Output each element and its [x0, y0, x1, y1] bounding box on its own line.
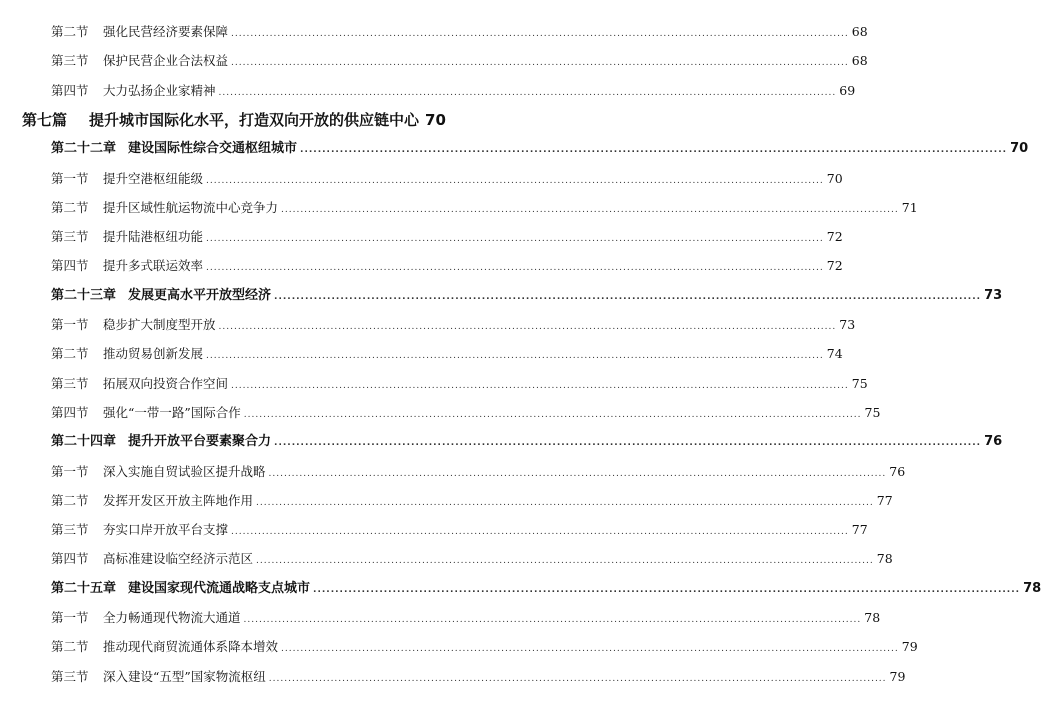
toc-entry-label: [51, 462, 266, 482]
dot-leader: ................................................................................................................................................................: [206, 263, 824, 274]
toc-section-entry[interactable]: [51, 344, 843, 366]
toc-entry-number: 第二节: [51, 492, 89, 508]
toc-entry-number: 第三节: [51, 53, 89, 69]
toc-entry-number: 第一节: [51, 463, 89, 479]
toc-entry-label: [51, 432, 271, 452]
dot-leader: ................................................................................................................................................................: [231, 380, 849, 391]
toc-entry-title: 提升陆港枢纽功能: [103, 229, 204, 245]
dot-leader: ................................................................................................................................................................: [218, 87, 837, 98]
toc-entry-number: 第二十二章: [51, 141, 117, 157]
toc-entry-label: [51, 139, 297, 159]
toc-entry-title: 发挥开发区开放主阵地作用: [103, 492, 254, 508]
toc-entry-title: 提升多式联运效率: [103, 258, 204, 274]
toc-entry-number: 第四节: [51, 551, 89, 567]
toc-entry-title: 高标准建设临空经济示范区: [103, 551, 254, 567]
toc-section-entry[interactable]: [51, 315, 856, 337]
toc-entry-label: [22, 110, 419, 130]
toc-entry-title: 全力畅通现代物流大通道: [103, 610, 241, 625]
toc-page-number: 75: [851, 375, 868, 391]
toc-entry-label: [51, 608, 241, 628]
toc-section-entry[interactable]: [51, 22, 868, 44]
toc-page-number: 73: [839, 317, 856, 332]
toc-entry-label: [51, 667, 266, 687]
toc-entry-label: [51, 22, 228, 42]
toc-entry-title: 大力弘扬企业家精神: [103, 82, 216, 98]
dot-leader: ................................................................................................................................................................: [274, 291, 982, 302]
toc-page-number: 74: [826, 346, 843, 362]
toc-entry-label: [51, 491, 253, 511]
dot-leader: ................................................................................................................................................................: [243, 615, 862, 625]
toc-section-entry[interactable]: [51, 374, 868, 396]
toc-section-entry[interactable]: [51, 462, 906, 484]
dot-leader: ................................................................................................................................................................: [206, 175, 824, 186]
toc-section-entry[interactable]: [51, 667, 906, 689]
dot-leader: ................................................................................................................................................................: [268, 673, 887, 684]
toc-entry-title: 深入建设“五型”国家物流枢纽: [103, 668, 266, 684]
toc-page-number: 72: [826, 258, 843, 274]
toc-chapter-entry[interactable]: [51, 579, 1041, 600]
toc-page-number: 78: [1023, 580, 1041, 596]
toc-entry-number: 第二节: [51, 24, 89, 39]
toc-page-number: 68: [851, 24, 868, 39]
toc-section-entry[interactable]: [51, 491, 893, 513]
dot-leader: ................................................................................................................................................................: [300, 145, 1008, 156]
toc-entry-number: 第七篇: [22, 110, 68, 129]
toc-entry-number: 第一节: [51, 610, 89, 625]
toc-entry-number: 第三节: [51, 522, 89, 538]
toc-section-entry[interactable]: [51, 520, 868, 542]
toc-entry-title: 强化“一带一路”国际合作: [103, 404, 241, 420]
toc-page-number: 77: [876, 492, 893, 508]
toc-entry-number: 第二节: [51, 639, 89, 655]
toc-entry-label: [51, 403, 241, 423]
toc-page-number: 79: [901, 639, 918, 655]
toc-entry-label: [51, 51, 228, 71]
toc-entry-label: [51, 315, 216, 335]
toc-page-number: 70: [1010, 141, 1029, 157]
dot-leader: ................................................................................................................................................................: [281, 204, 899, 215]
toc-section-entry[interactable]: [51, 637, 918, 659]
toc-page-number: 69: [839, 82, 856, 98]
toc-entry-label: [51, 344, 203, 364]
dot-leader: ................................................................................................................................................................: [313, 584, 1021, 595]
toc-entry-label: [51, 637, 278, 657]
toc-section-entry[interactable]: [51, 169, 843, 191]
toc-entry-title: 稳步扩大制度型开放: [103, 317, 216, 332]
toc-page-number: 73: [984, 287, 1003, 303]
toc-section-entry[interactable]: [51, 51, 868, 73]
dot-leader: ................................................................................................................................................................: [206, 234, 824, 245]
toc-entry-label: [51, 374, 228, 394]
toc-section-entry[interactable]: [51, 81, 856, 103]
toc-entry-title: 提升开放平台要素聚合力: [128, 434, 272, 450]
toc-page-number: 70: [826, 170, 843, 186]
toc-entry-number: 第三节: [51, 375, 89, 391]
toc-entry-number: 第二节: [51, 199, 89, 215]
toc-entry-title: 提升空港枢纽能级: [103, 170, 204, 186]
toc-page-number: 78: [876, 551, 893, 567]
toc-section-entry[interactable]: [51, 198, 918, 220]
toc-entry-title: 夯实口岸开放平台支撑: [103, 522, 229, 538]
toc-chapter-entry[interactable]: [51, 432, 1003, 453]
toc-entry-title: 推动现代商贸流通体系降本增效: [103, 639, 279, 655]
toc-entry-title: 深入实施自贸试验区提升战略: [103, 463, 266, 479]
toc-entry-number: 第二十五章: [51, 580, 117, 596]
toc-section-entry[interactable]: [51, 256, 843, 278]
toc-entry-label: [51, 286, 271, 306]
toc-entry-title: 推动贸易创新发展: [103, 346, 204, 362]
toc-entry-number: 第二十三章: [51, 287, 117, 303]
toc-section-entry[interactable]: [51, 549, 893, 571]
toc-entry-label: [51, 227, 203, 247]
toc-entry-title: 建设国际性综合交通枢纽城市: [128, 141, 298, 157]
toc-page-number: 68: [851, 53, 868, 69]
toc-chapter-entry[interactable]: [51, 139, 1029, 160]
toc-page-number: 70: [425, 110, 446, 129]
toc-section-entry[interactable]: [51, 403, 881, 425]
toc-entry-title: 提升城市国际化水平，打造双向开放的供应链中心: [89, 110, 420, 129]
toc-chapter-entry[interactable]: [51, 286, 1003, 307]
toc-page-number: 78: [864, 610, 881, 625]
dot-leader: ................................................................................................................................................................: [231, 29, 849, 39]
toc-entry-title: 强化民营经济要素保障: [103, 24, 229, 39]
toc-entry-number: 第四节: [51, 258, 89, 274]
dot-leader: ................................................................................................................................................................: [256, 556, 874, 567]
toc-entry-number: 第一节: [51, 317, 89, 332]
toc-entry-number: 第一节: [51, 170, 89, 186]
toc-entry-title: 保护民营企业合法权益: [103, 53, 229, 69]
dot-leader: ................................................................................................................................................................: [256, 497, 874, 508]
dot-leader: ................................................................................................................................................................: [231, 527, 849, 538]
toc-entry-label: [51, 169, 203, 189]
toc-page-number: 76: [889, 463, 906, 479]
toc-entry-label: [51, 549, 253, 569]
toc-entry-label: [51, 198, 278, 218]
toc-entry-label: [51, 520, 228, 540]
dot-leader: ................................................................................................................................................................: [231, 58, 849, 69]
dot-leader: ................................................................................................................................................................: [274, 438, 982, 449]
toc-page-number: 75: [864, 404, 881, 420]
dot-leader: ................................................................................................................................................................: [243, 409, 862, 420]
toc-entry-number: 第四节: [51, 404, 89, 420]
toc-page-number: 71: [901, 199, 918, 215]
toc-entry-title: 建设国家现代流通战略支点城市: [128, 580, 311, 596]
toc-entry-number: 第二十四章: [51, 434, 117, 450]
toc-entry-number: 第二节: [51, 346, 89, 362]
dot-leader: ................................................................................................................................................................: [218, 322, 837, 332]
toc-entry-number: 第三节: [51, 668, 89, 684]
toc-entry-label: [51, 81, 216, 101]
toc-page-number: 76: [984, 434, 1003, 450]
toc-entry-number: 第四节: [51, 82, 89, 98]
toc-section-entry[interactable]: [51, 608, 881, 630]
toc-entry-label: [51, 579, 310, 599]
toc-entry-title: 发展更高水平开放型经济: [128, 287, 272, 303]
toc-page-number: 79: [889, 668, 906, 684]
toc-page-number: 77: [851, 522, 868, 538]
toc-section-entry[interactable]: [51, 227, 843, 249]
toc-entry-number: 第三节: [51, 229, 89, 245]
dot-leader: ................................................................................................................................................................: [206, 351, 824, 362]
toc-page-number: 72: [826, 229, 843, 245]
toc-entry-title: 拓展双向投资合作空间: [103, 375, 229, 391]
toc-part-entry[interactable]: [22, 110, 472, 130]
dot-leader: ................................................................................................................................................................: [281, 644, 899, 655]
dot-leader: ................................................................................................................................................................: [268, 468, 887, 479]
toc-entry-label: [51, 256, 203, 276]
toc-entry-title: 提升区域性航运物流中心竞争力: [103, 199, 279, 215]
